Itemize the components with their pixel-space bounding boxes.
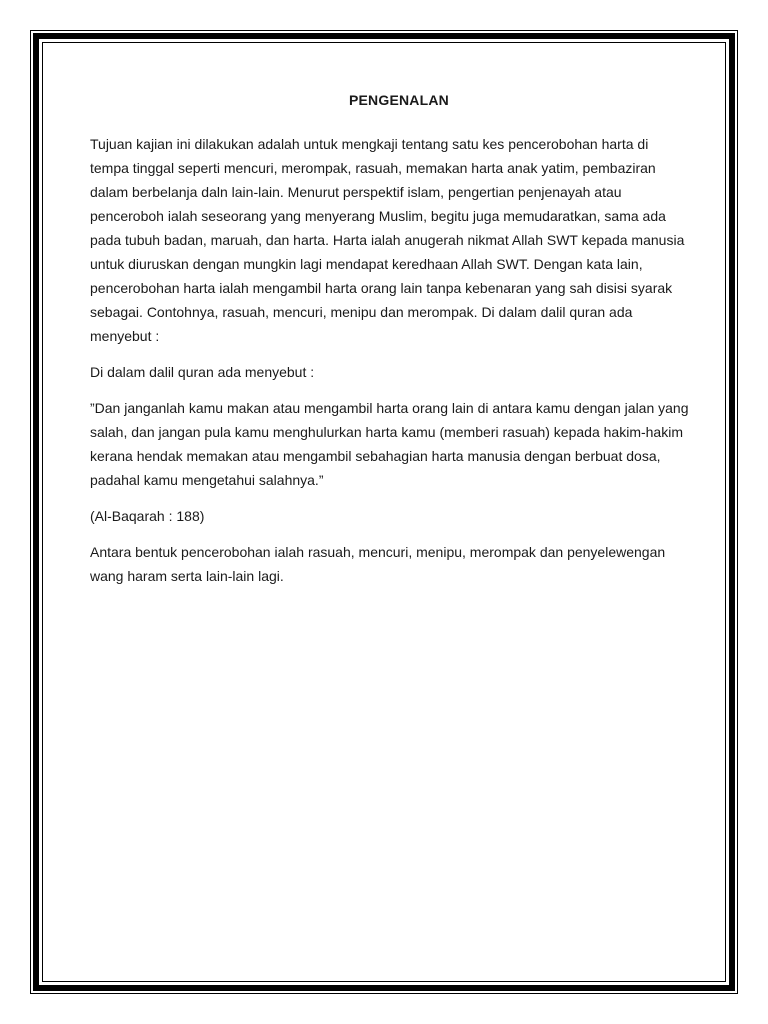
paragraph-dalil-lead: Di dalam dalil quran ada menyebut : [90,364,315,380]
paragraph-quote: ”Dan janganlah kamu makan atau mengambil harta orang lain di antara kamu dengan jalan yang salah, dan jangan pula kamu menghulurkan harta kamu (memberi rasuah) kepada hakim-hakim kerana hendak memakan atau mengambil sebahagian harta manusia dengan berbuat dosa, padahal kamu mengetahui salahnya.” [90,400,689,488]
paragraph-intro: Tujuan kajian ini dilakukan adalah untuk mengkaji tentang satu kes pencerobohan harta di tempa tinggal seperti mencuri, merompak, rasuah, memakan harta anak yatim, pembaziran dalam berbelanja daln lain-lain. Menurut perspektif islam, pengertian penjenayah atau penceroboh ialah seseorang yang menyerang Muslim, begitu juga memudaratkan, sama ada pada tubuh badan, maruah, dan harta. Harta ialah anugerah nikmat Allah SWT kepada manusia untuk diuruskan dengan mungkin lagi mendapat keredhaan Allah SWT. Dengan kata lain, pencerobohan harta ialah mengambil harta orang lain tanpa kebenaran yang sah disisi syarak sebagai. Contohnya, rasuah, mencuri, menipu dan merompak. Di dalam dalil quran ada menyebut : [90,136,685,344]
document-content [90,88,690,600]
document-title: PENGENALAN [348,92,449,108]
paragraph-conclusion: Antara bentuk pencerobohan ialah rasuah, mencuri, menipu, merompak dan penyelewengan wang haram serta lain-lain lagi. [90,544,666,584]
paragraph-citation: (Al-Baqarah : 188) [90,508,205,524]
